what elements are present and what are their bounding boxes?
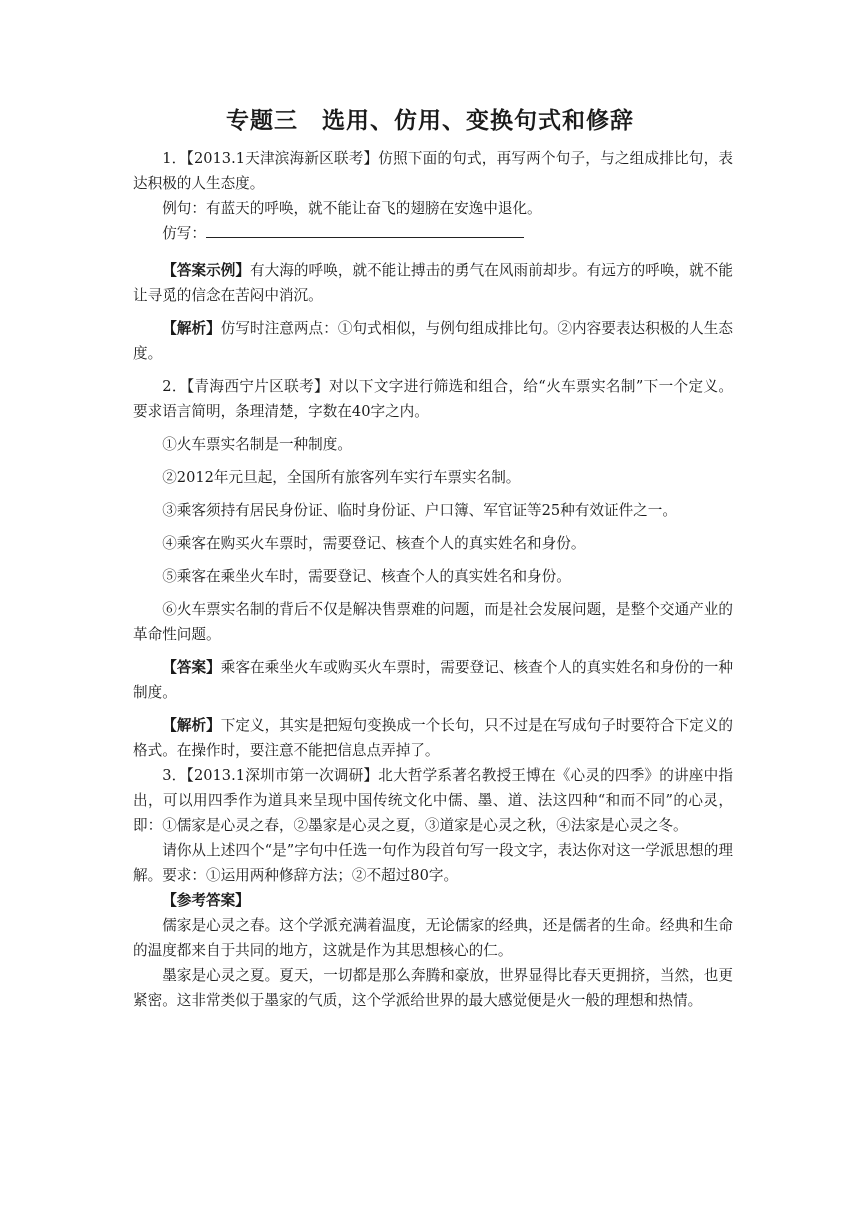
analysis-tag: 【解析】 [162, 717, 221, 734]
ref-tag: 【参考答案】 [162, 892, 250, 909]
list-item: ②2012年元旦起，全国所有旅客列车实行车票实名制。 [162, 469, 521, 486]
question-2 [133, 374, 733, 424]
answer-sample [133, 258, 733, 308]
write-label: 仿写： [162, 225, 206, 242]
question-number: 2． [162, 378, 187, 395]
imitation-line [133, 221, 733, 246]
answer [133, 655, 733, 705]
list-item: ③乘客须持有居民身份证、临时身份证、户口簿、军官证等25种有效证件之一。 [162, 502, 677, 519]
document-body [133, 146, 733, 1013]
question-prompt: 北大哲学系著名教授王博在《心灵的四季》的讲座中指出，可以用四季作为道具来呈现中国传统文化中儒、墨、道、法这四种“和而不同”的心灵，即：①儒家是心灵之春，②墨家是心灵之夏，③道家是心灵之秋，④法家是心灵之冬。 [133, 767, 733, 834]
list-item: ⑥火车票实名制的背后不仅是解决售票难的问题，而是社会发展问题，是整个交通产业的革命性问题。 [133, 601, 733, 643]
question-3 [133, 763, 733, 838]
question-number: 3． [162, 767, 187, 784]
analysis [133, 713, 733, 763]
reference-paragraph: 儒家是心灵之春。这个学派充满着温度，无论儒家的经典，还是儒者的生命。经典和生命的温度都来自于共同的地方，这就是作为其思想核心的仁。 [133, 917, 733, 959]
list-item: ①火车票实名制是一种制度。 [162, 436, 352, 453]
question-prompt: 仿照下面的句式，再写两个句子，与之组成排比句，表达积极的人生态度。 [133, 150, 733, 192]
example-sentence [133, 196, 733, 221]
example-text: 有蓝天的呼唤，就不能让奋飞的翅膀在安逸中退化。 [205, 200, 542, 217]
answer-tag: 【答案】 [162, 659, 221, 676]
answer-blank [206, 223, 524, 238]
source-tag: 【2013.1深圳市第一次调研】 [186, 767, 379, 784]
list-item: ④乘客在购买火车票时，需要登记、核查个人的真实姓名和身份。 [162, 535, 586, 552]
question-1 [133, 146, 733, 196]
reference-paragraph: 墨家是心灵之夏。夏天，一切都是那么奔腾和豪放，世界显得比春天更拥挤，当然，也更紧密。这非常类似于墨家的气质，这个学派给世界的最大感觉便是火一般的理想和热情。 [133, 967, 733, 1009]
example-label: 例句： [162, 200, 206, 217]
question-prompt: 对以下文字进行筛选和组合，给“火车票实名制”下一个定义。要求语言简明，条理清楚，字数在40字之内。 [133, 378, 733, 420]
answer-tag: 【答案示例】 [162, 262, 251, 279]
page-title: 专题三 选用、仿用、变换句式和修辞 [226, 108, 634, 134]
analysis [133, 316, 733, 366]
source-tag: 【2013.1天津滨海新区联考】 [186, 150, 379, 167]
analysis-tag: 【解析】 [162, 320, 221, 337]
answer-text: 乘客在乘坐火车或购买火车票时，需要登记、核查个人的真实姓名和身份的一种制度。 [133, 659, 733, 701]
analysis-text: 下定义，其实是把短句变换成一个长句，只不过是在写成句子时要符合下定义的格式。在操作时，要注意不能把信息点弄掉了。 [133, 717, 733, 759]
list-item: ⑤乘客在乘坐火车时，需要登记、核查个人的真实姓名和身份。 [162, 568, 571, 585]
task-instruction: 请你从上述四个“是”字句中任选一句作为段首句写一段文字，表达你对这一学派思想的理解。要求：①运用两种修辞方法；②不超过80字。 [133, 842, 733, 884]
analysis-text: 仿写时注意两点：①句式相似，与例句组成排比句。②内容要表达积极的人生态度。 [133, 320, 733, 362]
answer-text: 有大海的呼唤，就不能让搏击的勇气在风雨前却步。有远方的呼唤，就不能让寻觅的信念在苦闷中消沉。 [133, 262, 733, 304]
question-number: 1． [162, 150, 187, 167]
source-tag: 【青海西宁片区联考】 [186, 378, 329, 395]
reference-answer-tag [133, 888, 733, 913]
